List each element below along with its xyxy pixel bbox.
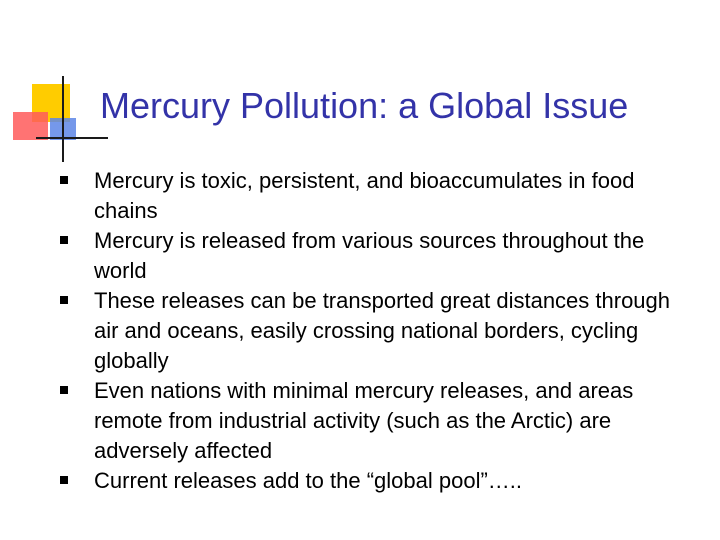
logo-red-square [13, 112, 48, 140]
slide-title: Mercury Pollution: a Global Issue [100, 85, 629, 126]
bullet-list [60, 166, 700, 496]
bullet-item [60, 286, 700, 376]
bullet-item [60, 166, 700, 226]
bullet-text: Even nations with minimal mercury releases, and areas remote from industrial activity (such as the Arctic) are adversely affected [94, 378, 634, 463]
logo-horizontal-line [36, 137, 108, 139]
bullet-square-icon [60, 236, 68, 244]
logo-vertical-line [62, 76, 64, 162]
bullet-square-icon [60, 296, 68, 304]
bullet-text: These releases can be transported great distances through air and oceans, easily crossing national borders, cycling globally [94, 288, 671, 373]
bullet-item [60, 376, 700, 466]
bullet-text: Current releases add to the “global pool”….. [94, 468, 523, 493]
bullet-text: Mercury is released from various sources throughout the world [94, 228, 645, 283]
bullet-square-icon [60, 386, 68, 394]
bullet-square-icon [60, 476, 68, 484]
bullet-square-icon [60, 176, 68, 184]
bullet-text: Mercury is toxic, persistent, and bioaccumulates in food chains [94, 168, 635, 223]
bullet-item [60, 226, 700, 286]
bullet-item [60, 466, 700, 496]
decorative-logo-icon [8, 74, 108, 166]
